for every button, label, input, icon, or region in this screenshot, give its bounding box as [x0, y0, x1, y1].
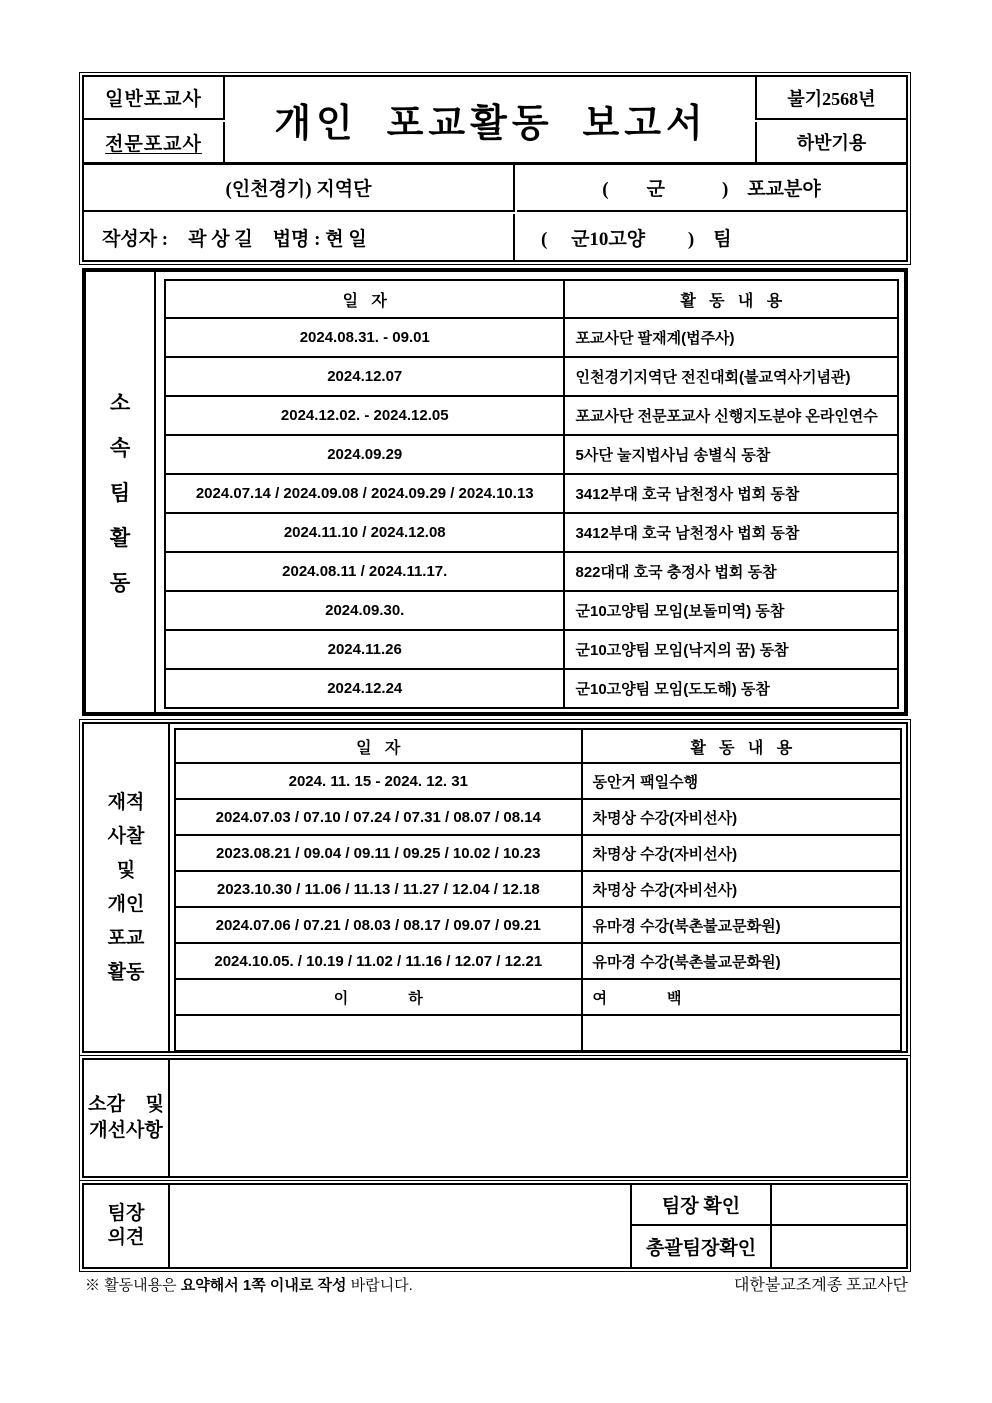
activity-cell: 3412부대 호국 남천정사 법회 동참	[564, 513, 898, 552]
section-remarks	[82, 1058, 908, 1178]
personal-activity-vertical-label	[84, 724, 170, 1051]
activity-cell: 군10고양팀 모임(낙지의 꿈) 동참	[564, 630, 898, 669]
writer-name: 곽 상 길	[188, 228, 253, 250]
footer	[85, 1272, 908, 1295]
team-label: ( 군10고양 ) 팀	[541, 228, 732, 250]
date-cell: 2024.08.31. - 09.01	[165, 318, 564, 357]
page-title: 개인 포교활동 보고서	[274, 103, 708, 145]
table-row	[165, 513, 898, 552]
opinion-label-line2: 의견	[107, 1227, 145, 1248]
date-cell: 2024.12.24	[165, 669, 564, 708]
activity-cell: 차명상 수강(자비선사)	[582, 799, 901, 835]
date-cell: 2023.08.21 / 09.04 / 09.11 / 09.25 / 10.02 / 10.23	[175, 835, 582, 871]
table-row	[175, 907, 901, 943]
activity-cell: 군10고양팀 모임(도도해) 동참	[564, 669, 898, 708]
activity-cell: 822대대 호국 충정사 법회 동참	[564, 552, 898, 591]
activity-cell: 포교사단 팔재계(법주사)	[564, 318, 898, 357]
col-header-date: 일 자	[165, 280, 564, 318]
general-confirm-value	[772, 1226, 906, 1267]
date-cell: 2024.07.03 / 07.10 / 07.24 / 07.31 / 08.07 / 08.14	[175, 799, 582, 835]
date-cell: 2023.10.30 / 11.06 / 11.13 / 11.27 / 12.04 / 12.18	[175, 871, 582, 907]
form-type-general-cell	[84, 77, 225, 120]
form-type-professional-cell	[84, 122, 225, 162]
leader-confirm-label: 팀장 확인	[632, 1185, 772, 1224]
vlabel-line: 사찰	[107, 825, 145, 847]
date-cell: 2024. 11. 15 - 2024. 12. 31	[175, 763, 582, 799]
region-label: (인천경기) 지역단	[225, 179, 372, 200]
date-cell: 2024.08.11 / 2024.11.17.	[165, 552, 564, 591]
date-cell: 2024.12.07	[165, 357, 564, 396]
activity-cell: 3412부대 호국 남천정사 법회 동참	[564, 474, 898, 513]
opinion-label	[84, 1185, 170, 1267]
activity-cell: 인천경기지역단 전진대회(불교역사기념관)	[564, 357, 898, 396]
activity-cell	[582, 1015, 901, 1051]
section-opinion	[82, 1183, 908, 1269]
vlabel-line: 포교	[107, 927, 145, 949]
team-cell	[517, 214, 906, 260]
vlabel-char: 소	[109, 391, 131, 415]
footer-note	[85, 1274, 413, 1295]
writer-cell	[84, 214, 515, 260]
period-label: 하반기용	[796, 133, 867, 153]
team-activity-vertical-label	[86, 272, 156, 712]
date-cell: 이 하	[175, 979, 582, 1015]
writer-label: 작성자 :	[102, 228, 169, 250]
table-row	[175, 835, 901, 871]
table-row	[165, 357, 898, 396]
leader-confirm-row	[632, 1185, 906, 1226]
table-row	[165, 396, 898, 435]
date-cell: 2024.10.05. / 10.19 / 11.02 / 11.16 / 12.07 / 12.21	[175, 943, 582, 979]
form-type-professional-label: 전문포교사	[105, 133, 202, 155]
col-header-date: 일 자	[175, 729, 582, 763]
era-label: 불기2568년	[787, 88, 876, 109]
table-row	[175, 979, 901, 1015]
period-cell	[755, 122, 906, 162]
date-cell: 2024.12.02. - 2024.12.05	[165, 396, 564, 435]
table-row	[165, 435, 898, 474]
activity-cell: 차명상 수강(자비선사)	[582, 871, 901, 907]
personal-activity-table	[174, 728, 902, 1052]
table-row	[175, 943, 901, 979]
section-team-activity	[82, 268, 908, 716]
date-cell: 2024.11.26	[165, 630, 564, 669]
confirm-block	[630, 1185, 906, 1267]
opinion-label-line1: 팀장	[107, 1203, 145, 1224]
vlabel-line: 개인	[107, 893, 145, 915]
date-cell	[175, 1015, 582, 1051]
table-row	[175, 763, 901, 799]
header-box	[82, 75, 908, 262]
date-cell: 2024.09.30.	[165, 591, 564, 630]
vlabel-line: 및	[116, 859, 136, 881]
col-header-activity: 활 동 내 용	[582, 729, 901, 763]
date-cell: 2024.07.06 / 07.21 / 08.03 / 08.17 / 09.07 / 09.21	[175, 907, 582, 943]
activity-cell: 차명상 수강(자비선사)	[582, 835, 901, 871]
team-activity-table-wrap	[164, 279, 899, 707]
col-header-activity: 활 동 내 용	[564, 280, 898, 318]
mission-field-label: ( 군 ) 포교분야	[602, 179, 821, 200]
activity-cell: 유마경 수강(북촌불교문화원)	[582, 907, 901, 943]
activity-cell: 5사단 눌지법사님 송별식 동참	[564, 435, 898, 474]
remarks-label-line2: 개선사항	[89, 1120, 163, 1141]
vlabel-line: 활동	[107, 961, 145, 983]
table-row	[175, 871, 901, 907]
activity-cell: 유마경 수강(북촌불교문화원)	[582, 943, 901, 979]
table-row	[165, 552, 898, 591]
vlabel-line: 재적	[107, 791, 145, 813]
era-cell	[755, 77, 906, 120]
general-confirm-row	[632, 1226, 906, 1267]
date-cell: 2024.07.14 / 2024.09.08 / 2024.09.29 / 2024.10.13	[165, 474, 564, 513]
activity-cell: 여 백	[582, 979, 901, 1015]
remarks-content	[172, 1060, 906, 1176]
opinion-content	[172, 1185, 628, 1267]
table-header-row	[165, 280, 898, 318]
table-row	[165, 630, 898, 669]
table-row	[165, 318, 898, 357]
vlabel-char: 팀	[109, 481, 131, 505]
table-row	[165, 591, 898, 630]
date-cell: 2024.11.10 / 2024.12.08	[165, 513, 564, 552]
form-type-general-label: 일반포교사	[105, 89, 202, 110]
form-title-cell	[227, 77, 755, 162]
footer-note-bold: 요약해서 1쪽 이내로 작성	[180, 1277, 347, 1294]
personal-activity-table-wrap	[174, 728, 902, 1047]
table-row	[165, 474, 898, 513]
general-confirm-label: 총괄팀장확인	[632, 1226, 772, 1267]
activity-cell: 군10고양팀 모임(보돌미역) 동참	[564, 591, 898, 630]
table-header-row	[175, 729, 901, 763]
activity-cell: 동안거 팩일수행	[582, 763, 901, 799]
vlabel-char: 동	[109, 571, 131, 595]
table-row	[165, 669, 898, 708]
region-cell	[84, 165, 515, 212]
footer-org: 대한불교조계종 포교사단	[733, 1277, 908, 1294]
footer-note-prefix: ※ 활동내용은	[85, 1277, 181, 1294]
vlabel-char: 속	[109, 436, 131, 460]
team-activity-table	[164, 279, 899, 709]
remarks-label-line1: 소감 및	[88, 1094, 164, 1115]
vlabel-char: 활	[109, 526, 131, 550]
activity-cell: 포교사단 전문포교사 신행지도분야 온라인연수	[564, 396, 898, 435]
mission-field-cell	[517, 165, 906, 212]
table-row	[175, 1015, 901, 1051]
dharma-name: 법명 : 현 일	[272, 228, 367, 250]
table-row	[175, 799, 901, 835]
remarks-label	[84, 1060, 170, 1176]
leader-confirm-value	[772, 1185, 906, 1224]
date-cell: 2024.09.29	[165, 435, 564, 474]
footer-note-suffix: 바랍니다.	[346, 1277, 413, 1294]
section-personal-activity	[82, 722, 908, 1053]
